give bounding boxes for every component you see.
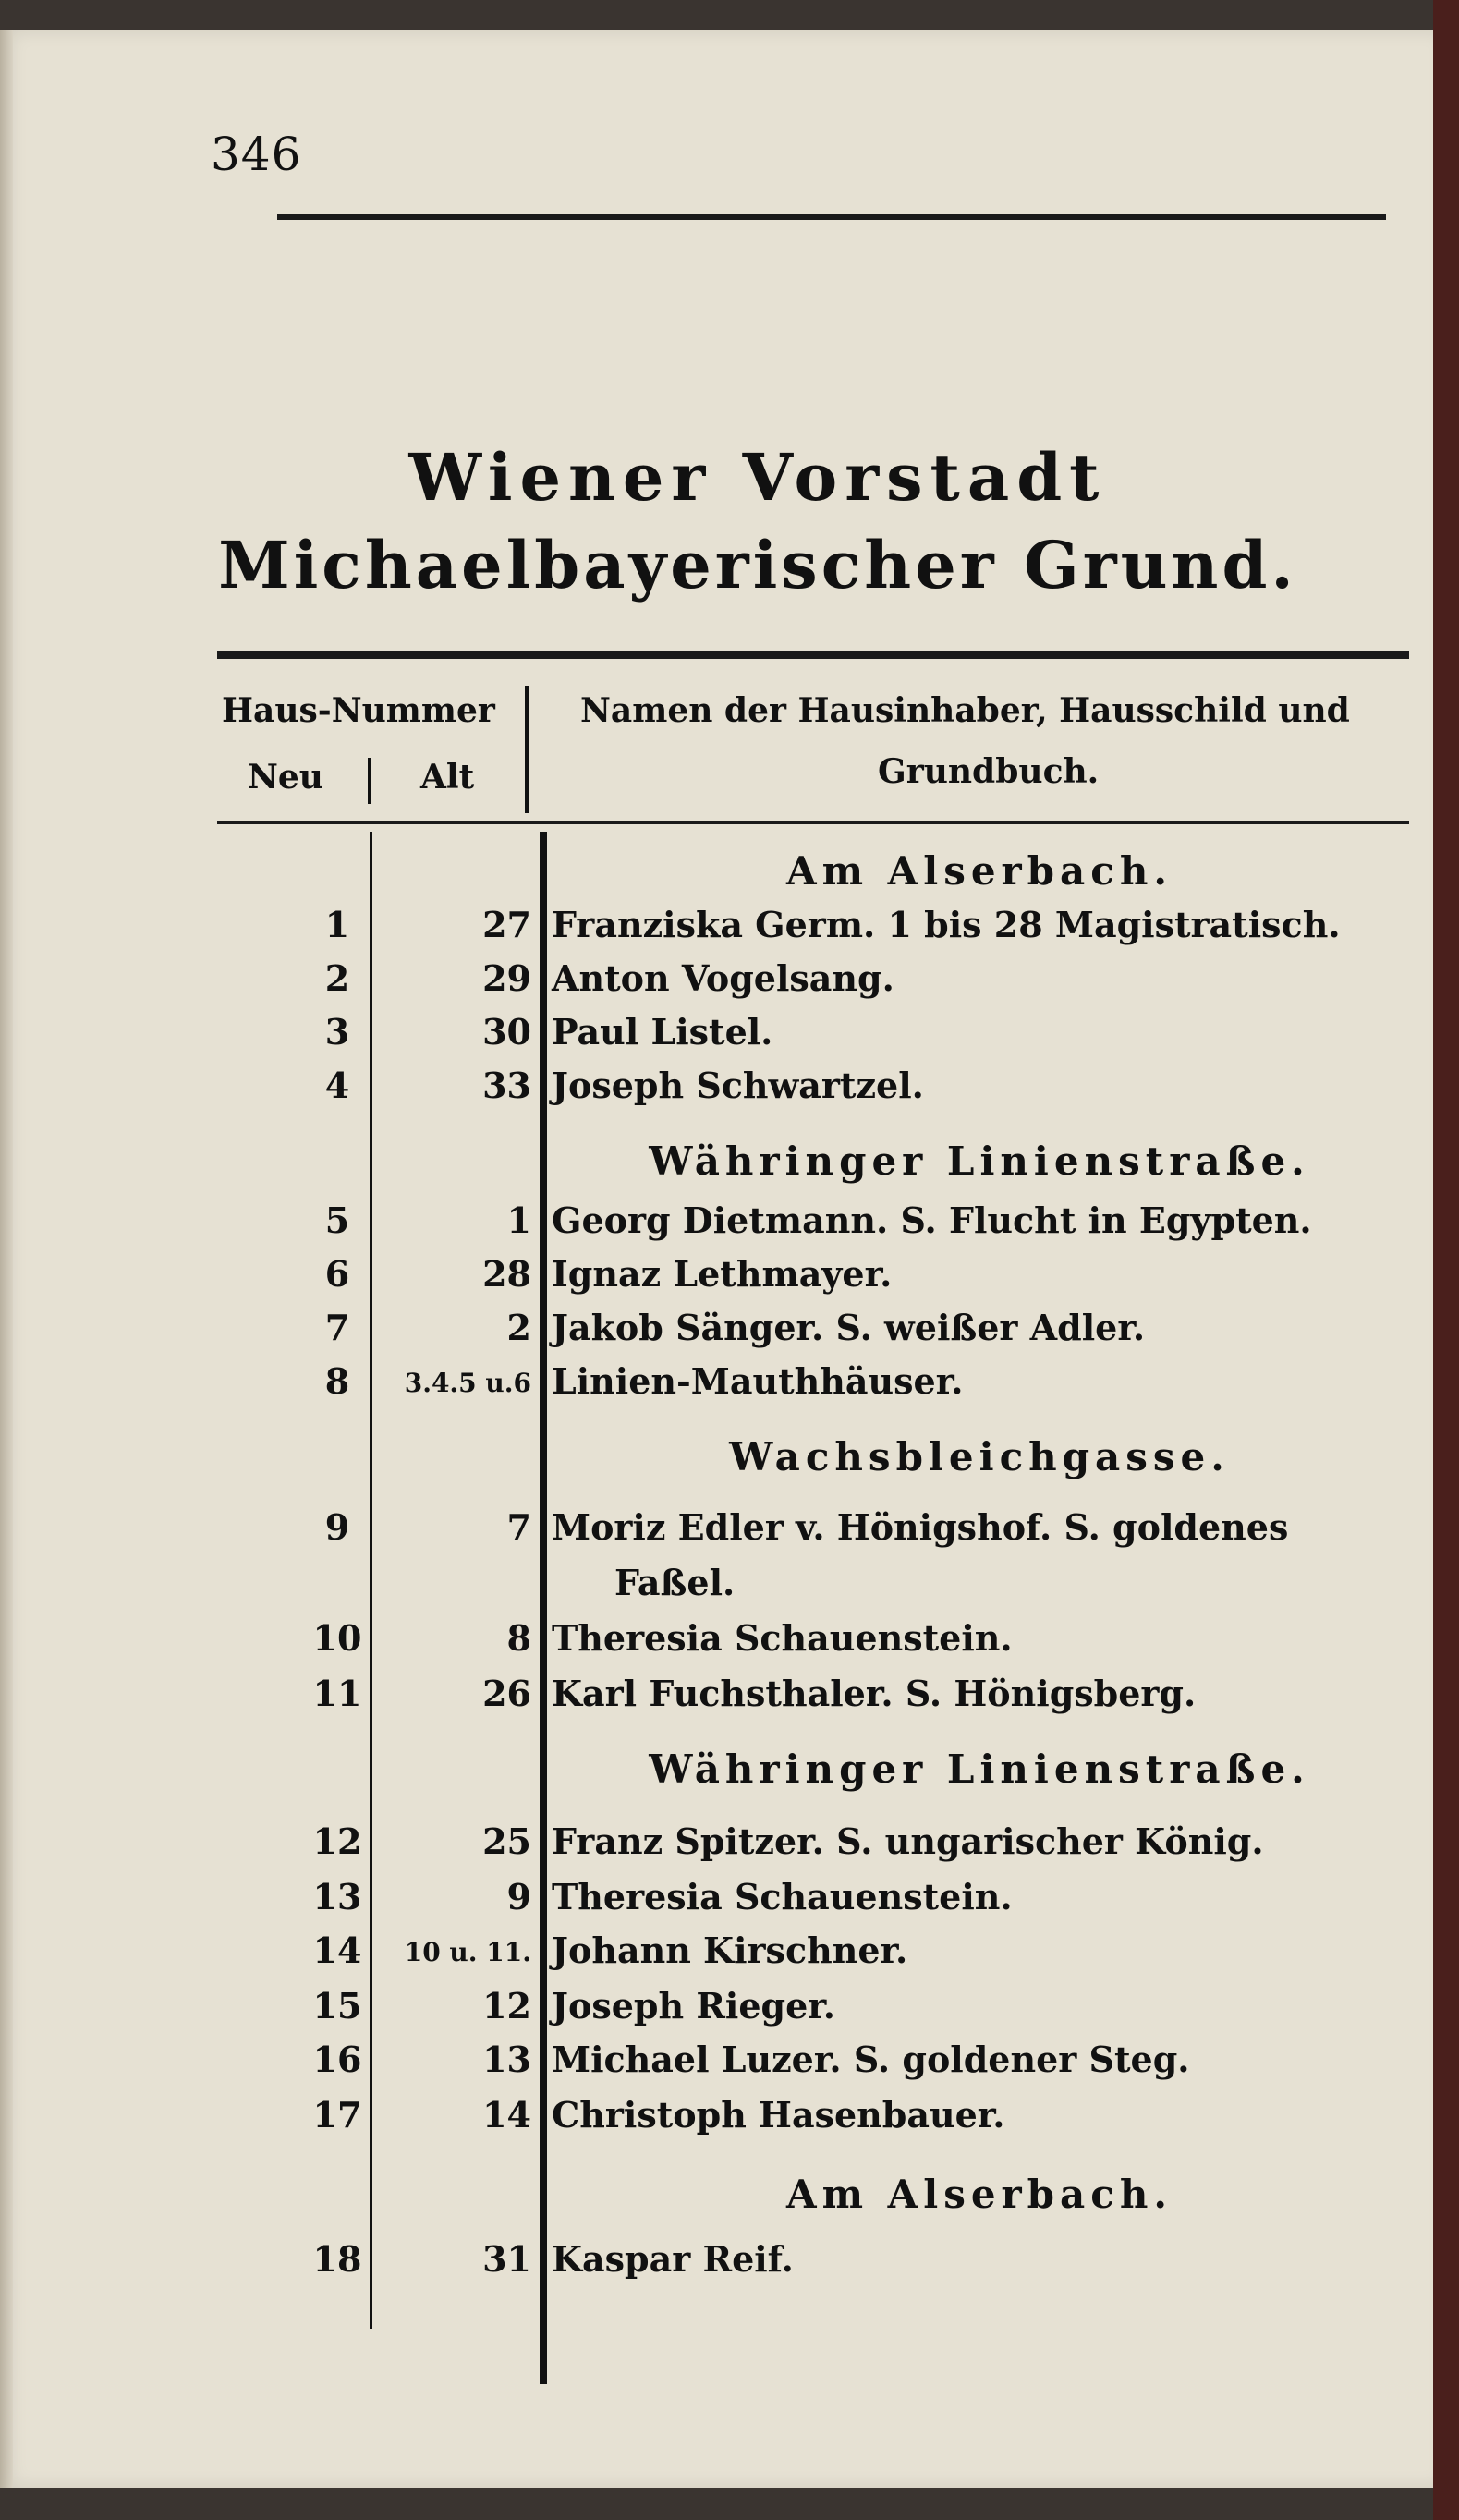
owner-name: Faßel.: [614, 1562, 736, 1603]
owner-name: Christoph Hasenbauer.: [552, 2094, 1005, 2136]
house-number-old: 12: [482, 1985, 531, 2027]
table-row: [217, 1360, 1418, 1414]
owner-name: Jakob Sänger. S. weißer Adler.: [552, 1307, 1146, 1348]
table-row: [217, 1820, 1418, 1874]
owner-name: Ignaz Lethmayer.: [552, 1253, 893, 1295]
table-row: [217, 1930, 1418, 1983]
header-neu-alt-divider: [368, 758, 371, 804]
owner-name: Joseph Rieger.: [552, 1985, 836, 2027]
title-line-1: Wiener Vorstadt: [408, 439, 1107, 516]
header-names-line-1: Namen der Hausinhaber, Hausschild und: [580, 691, 1350, 730]
house-number-new: 9: [324, 1506, 350, 1548]
table-row: [217, 1307, 1418, 1360]
house-number-new: 11: [312, 1673, 362, 1714]
house-number-old: 27: [482, 904, 531, 945]
house-number-old: 13: [482, 2039, 531, 2080]
owner-name: Michael Luzer. S. goldener Steg.: [552, 2039, 1190, 2080]
house-number-old: 7: [506, 1506, 531, 1548]
house-number-old: 31: [482, 2238, 531, 2280]
owner-name: Joseph Schwartzel.: [552, 1065, 924, 1106]
house-number-old: 10 u. 11.: [404, 1937, 531, 1967]
house-number-old: 28: [482, 1253, 531, 1295]
owner-name: Franz Spitzer. S. ungarischer König.: [552, 1820, 1264, 1862]
owner-name: Theresia Schauenstein.: [552, 1617, 1013, 1659]
book-binding: [1433, 0, 1459, 2520]
owner-name: Moriz Edler v. Hönigshof. S. goldenes: [552, 1506, 1289, 1548]
page-number: 346: [211, 128, 302, 181]
header-column-divider: [525, 686, 529, 813]
owner-name: Theresia Schauenstein.: [552, 1876, 1013, 1917]
table-row: [217, 957, 1418, 1011]
street-heading: Wachsbleichgasse.: [729, 1434, 1230, 1479]
house-number-old: 33: [482, 1065, 531, 1106]
house-number-old: 9: [506, 1876, 531, 1917]
owner-name: Anton Vogelsang.: [552, 957, 894, 999]
house-number-new: 10: [312, 1617, 362, 1659]
house-number-new: 2: [324, 957, 350, 999]
house-number-new: 14: [312, 1930, 362, 1971]
house-number-new: 13: [312, 1876, 362, 1917]
house-number-old: 30: [482, 1011, 531, 1053]
house-number-old: 2: [506, 1307, 531, 1348]
header-neu: Neu: [248, 758, 323, 797]
header-alt: Alt: [420, 758, 475, 797]
table-row: [217, 2039, 1418, 2092]
owner-name: Karl Fuchsthaler. S. Hönigsberg.: [552, 1673, 1197, 1714]
table-row: [217, 1065, 1418, 1118]
table-row: [217, 1562, 1418, 1615]
house-number-new: 18: [312, 2238, 362, 2280]
table-row: [217, 1876, 1418, 1930]
table-row: [217, 1617, 1418, 1671]
table-row: [217, 2238, 1418, 2292]
table-row: [217, 1673, 1418, 1726]
table-row: [217, 1011, 1418, 1065]
table-row: [217, 1506, 1418, 1560]
title-line-2: Michaelbayerischer Grund.: [218, 527, 1297, 603]
house-number-new: 7: [324, 1307, 350, 1348]
house-number-new: 6: [324, 1253, 350, 1295]
owner-name: Johann Kirschner.: [552, 1930, 908, 1971]
house-number-old: 25: [482, 1820, 531, 1862]
owner-name: Franziska Germ. 1 bis 28 Magistratisch.: [552, 904, 1341, 945]
header-names-line-2: Grundbuch.: [878, 752, 1100, 791]
table-row: [217, 1985, 1418, 2039]
house-number-old: 14: [482, 2094, 531, 2136]
house-number-old: 26: [482, 1673, 531, 1714]
owner-name: Georg Dietmann. S. Flucht in Egypten.: [552, 1199, 1312, 1241]
top-rule: [277, 214, 1386, 220]
street-heading: Währinger Linienstraße.: [649, 1138, 1310, 1184]
house-number-new: 4: [324, 1065, 350, 1106]
house-number-new: 1: [324, 904, 350, 945]
table-row: [217, 2094, 1418, 2148]
table-header-bottom-rule: [217, 821, 1409, 824]
owner-name: Paul Listel.: [552, 1011, 773, 1053]
street-heading: Am Alserbach.: [786, 2172, 1173, 2217]
table-row: [217, 1253, 1418, 1307]
house-number-new: 16: [312, 2039, 362, 2080]
table-row: [217, 904, 1418, 957]
house-number-old: 1: [506, 1199, 531, 1241]
owner-name: Kaspar Reif.: [552, 2238, 794, 2280]
header-haus-nummer: Haus-Nummer: [222, 691, 495, 730]
house-number-new: 17: [312, 2094, 362, 2136]
house-number-old: 3.4.5 u.6: [404, 1368, 531, 1398]
house-number-new: 15: [312, 1985, 362, 2027]
house-number-new: 5: [324, 1199, 350, 1241]
house-number-old: 29: [482, 957, 531, 999]
house-number-new: 8: [324, 1360, 350, 1402]
house-number-old: 8: [506, 1617, 531, 1659]
street-heading: Am Alserbach.: [786, 848, 1173, 894]
house-number-new: 12: [312, 1820, 362, 1862]
owner-name: Linien-Mauthhäuser.: [552, 1360, 964, 1402]
house-number-new: 3: [324, 1011, 350, 1053]
page-edge: [0, 30, 13, 2488]
street-heading: Währinger Linienstraße.: [649, 1747, 1310, 1792]
table-row: [217, 1199, 1418, 1253]
table-top-rule: [217, 651, 1409, 659]
